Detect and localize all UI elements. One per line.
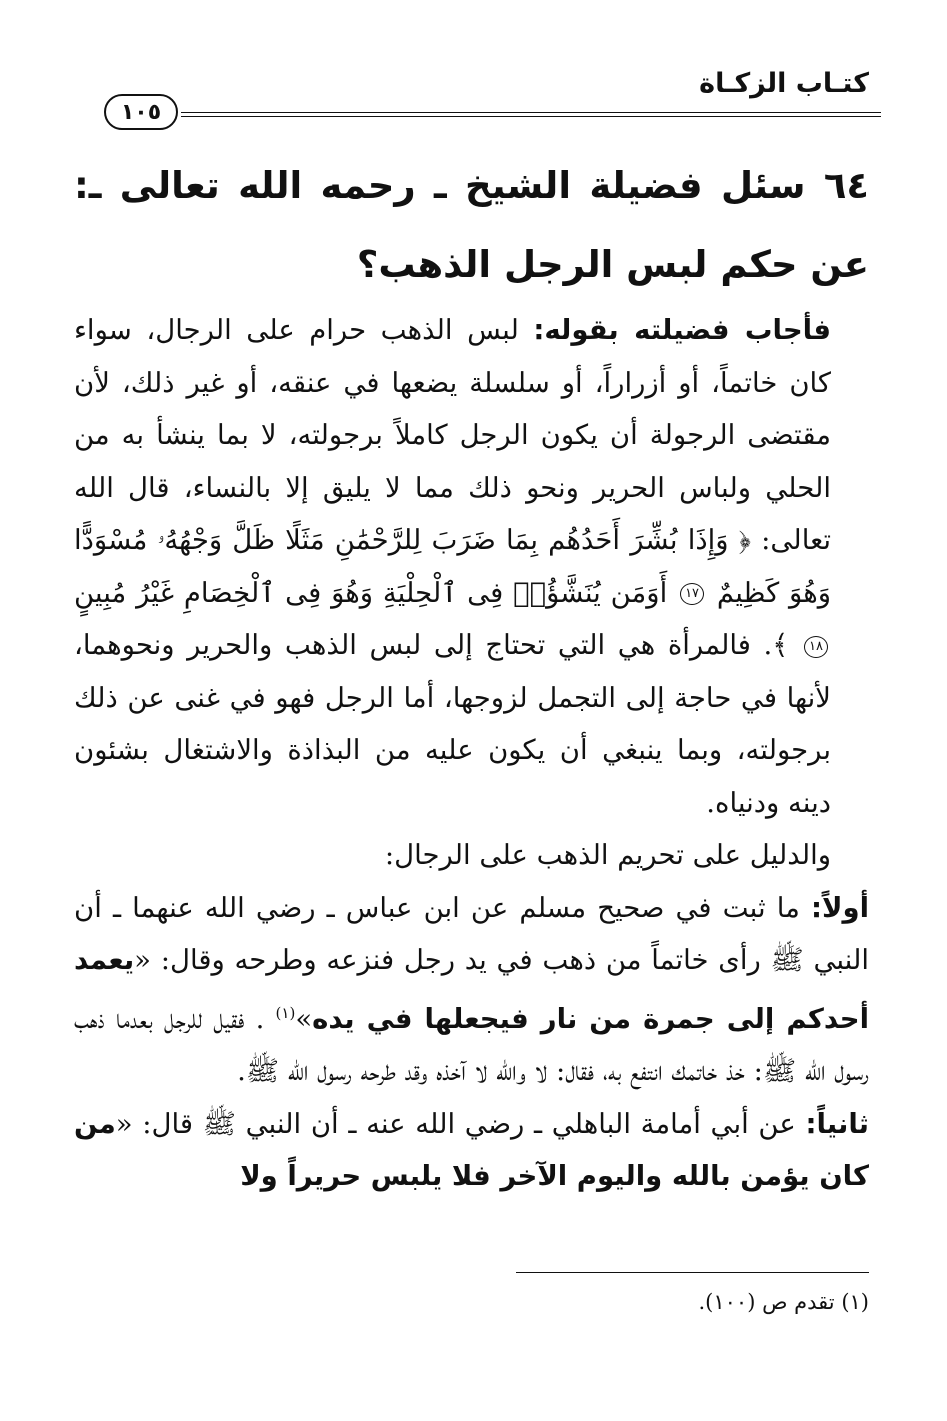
evidence-first — [74, 882, 869, 1098]
verse-close-bracket: ﴾ — [772, 629, 789, 661]
second-text-a: عن أبي أمامة الباهلي ـ رضي الله عنه ـ أن النبي ﷺ قال: « — [115, 1107, 796, 1140]
ayah-number-18: ١٨ — [804, 636, 828, 658]
verse-open-bracket: ﴿ — [738, 524, 751, 556]
first-label: أولاً: — [811, 891, 869, 924]
footnote-rule — [516, 1272, 869, 1273]
evidence-intro: والدليل على تحريم الذهب على الرجال: — [384, 839, 831, 871]
verse-part-1: وَإِذَا بُشِّرَ أَحَدُهُم بِمَا ضَرَبَ لِلرَّحْمَٰنِ مَثَلًا ظَلَّ وَجْهُهُۥ مُسْوَدًّا وَهُوَ كَظِيمٌ — [74, 524, 831, 609]
footnote: (١) تقدم ص (١٠٠). — [698, 1290, 869, 1314]
running-title: كتـاب الزكـاة — [699, 68, 869, 99]
answer-text: لبس الذهب حرام على الرجال، سواء كان خاتماً، أو أزراراً، أو سلسلة يضعها في عنقه، أو غير ذلك، لأن مقتضى الرجولة أن يكون الرجل كاملاً برجولته، لا بما ينشأ به من الحلي ولباس الحرير ونحو ذلك مما لا يليق إلا بالنساء، قال الله تعالى: — [74, 314, 831, 556]
answer-paragraph — [74, 304, 869, 829]
first-text-b: » — [295, 1002, 313, 1035]
question-heading — [74, 146, 869, 304]
evidence-second — [74, 1098, 869, 1203]
ayah-number-17: ١٧ — [680, 583, 704, 605]
question-text: سئل فضيلة الشيخ ـ رحمه الله تعالى ـ: عن حكم لبس الرجل الذهب؟ — [74, 164, 869, 286]
verse-part-2: أَوَمَن يُنَشَّؤُا۟ فِى ٱلْحِلْيَةِ وَهُوَ فِى ٱلْخِصَامِ غَيْرُ مُبِينٍ — [74, 576, 668, 609]
answer-lead: فأجاب فضيلته بقوله: — [533, 314, 831, 346]
main-text — [74, 146, 869, 1203]
footnote-reference: (١) — [275, 1003, 296, 1022]
page-number: ١٠٥ — [104, 94, 178, 130]
second-hadith: من كان يؤمن بالله واليوم الآخر فلا يلبس حريراً ولا — [74, 1107, 869, 1193]
answer-text-tail: . فالمرأة هي التي تحتاج إلى لبس الذهب والحرير ونحوهما، لأنها في حاجة إلى التجمل لزوجها، أما الرجل فهو في غنى عن ذلك برجولته، وبما ينبغي أن يكون عليه من البذاذة والاشتغال بشئون دينه ودنياه. — [74, 629, 831, 819]
first-text-c: . فقيل للرجل بعدما ذهب رسول الله ﷺ: خذ خاتمك انتفع به، فقال: لا والله لا آخذه وقد طرحه رسول الله ﷺ. — [74, 1002, 869, 1088]
first-hadith: يعمد أحدكم إلى جمرة من نار فيجعلها في يده — [74, 944, 870, 1035]
header-rule — [181, 112, 881, 117]
second-label: ثانياً: — [805, 1107, 869, 1140]
first-text-a: ما ثبت في صحيح مسلم عن ابن عباس ـ رضي الله عنهما ـ أن النبي ﷺ رأى خاتماً من ذهب في يد رجل فنزعه وطرحه وقال: « — [74, 891, 869, 976]
question-number: ٦٤ — [823, 164, 869, 207]
